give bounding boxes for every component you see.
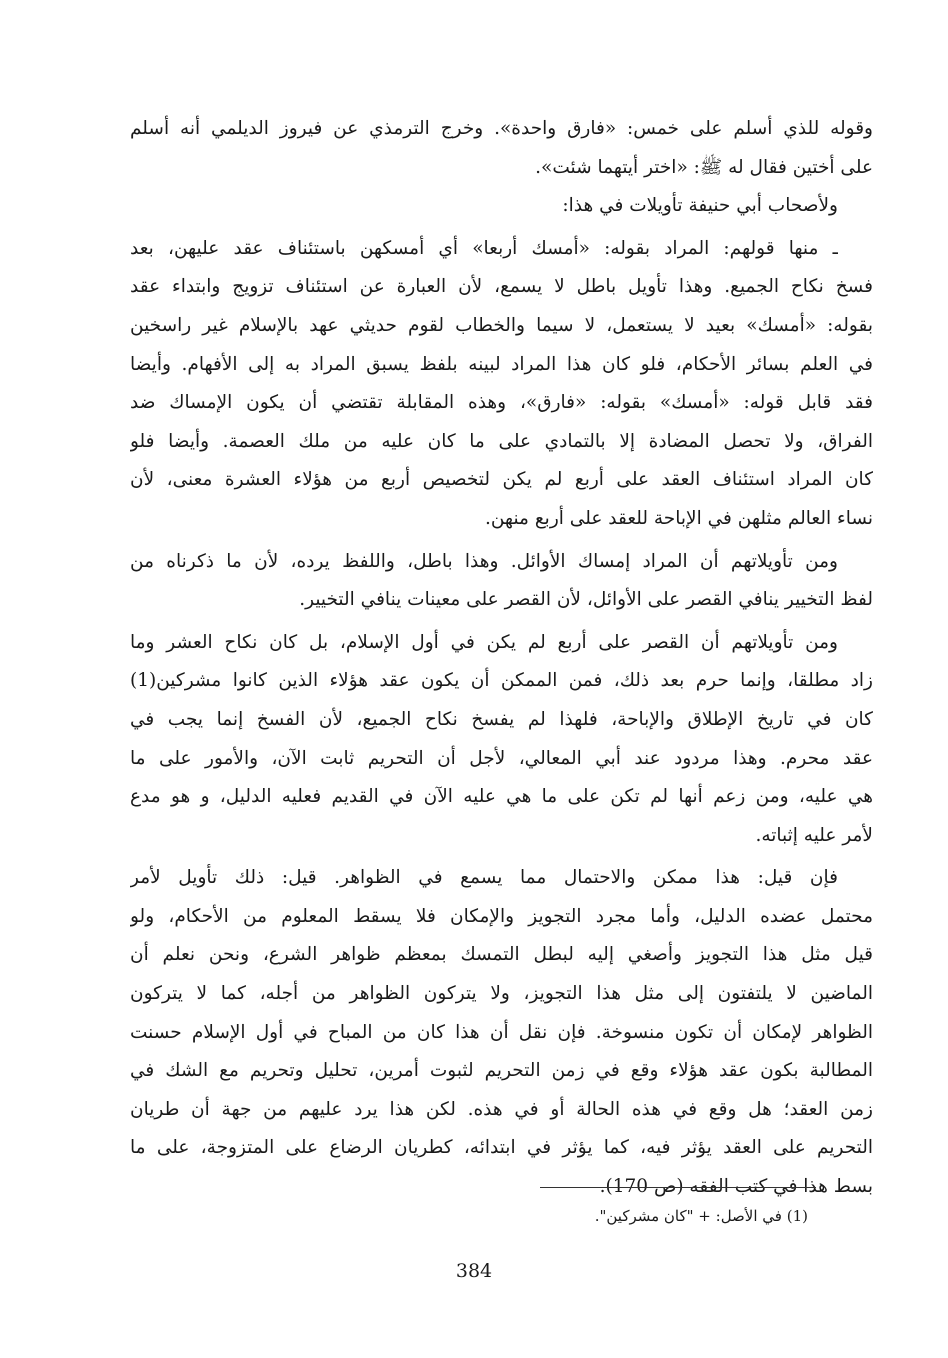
text-line: لأمر عليه إثباته.: [755, 824, 873, 846]
text-line: عقد محرم. وهذا مردود عند أبي المعالي، لأجل أن التحريم ثابت الآن، والأمور على ما: [130, 747, 873, 769]
footnote-separator: [540, 1187, 816, 1188]
text-line: بسط هذا في كتب الفقه (ص 170).: [599, 1176, 873, 1198]
text-line: لفظ التخيير ينافي القصر على الأوائل، لأن القصر على معينات ينافي التخيير.: [299, 589, 873, 611]
text-line: المطالبة بكون عقد هؤلاء وقع في زمن التحريم لثبوت أمرين، تحليل وتحريم مع الشك في: [130, 1060, 873, 1082]
body-text: [0, 110, 948, 1207]
text-line: الفراق، ولا تحصل المضادة إلا بالتمادي على ما كان عليه من ملك العصمة. وأيضا فلو: [130, 430, 873, 452]
text-line: كان المراد استئناف العقد على أربع لم يكن لتخصيص أربع من هؤلاء العشرة معنى، لأن: [130, 469, 873, 491]
text-line: فقد قابل قوله: «أمسك» بقوله: «فارق»، وهذه المقابلة تقتضي أن يكون الإمساك ضد: [130, 392, 873, 414]
text-line: ـ منها قولهم: المراد بقوله: «أمسك أربعا» أي أمسكهن باستئناف عقد عليهن، بعد: [130, 237, 838, 259]
text-line: نساء العالم مثلهن في الإباحة للعقد على أربع منهن.: [484, 507, 873, 529]
text-line: التحريم على العقد يؤثر فيه، كما يؤثر في ابتدائه، كطريان الرضاع على المتزوجة، على ما: [130, 1137, 873, 1159]
footnote: (1) في الأصل: + "كان مشركين".: [594, 1207, 808, 1225]
text-line: بقوله: «أمسك» بعيد لا يستعمل، لا سيما والخطاب لقوم حديثي عهد بالإسلام غير راسخين: [130, 314, 873, 336]
text-line: هي عليه، ومن زعم أنها لم تكن على ما هي عليه الآن في القديم فعليه الدليل، و هو مدع: [130, 786, 873, 808]
text-line: وقوله للذي أسلم على خمس: «فارق واحدة». وخرج الترمذي عن فيروز الديلمي أنه أسلم: [130, 118, 873, 139]
text-line: زاد مطلقا، وإنما حرم بعد ذلك، فمن الممكن أن يكون عقد هؤلاء الذين كانوا مشركين(1): [130, 670, 873, 692]
text-line: فإن قيل: هذا ممكن والاحتمال مما يسمع في الظواهر. قيل: ذلك تأويل لأمر: [130, 867, 838, 889]
page-number: 384: [455, 1260, 493, 1282]
text-line: في العلم بسائر الأحكام، فلو كان هذا المراد لبينه بلفظ يسبق المراد به إلى الأفهام. وأيضا: [130, 353, 873, 375]
text-line: ومن تأويلاتهم أن المراد إمساك الأوائل. وهذا باطل، واللفظ يرده، لأن ما ذكرناه من: [130, 550, 838, 572]
text-line: كان في تاريخ الإطلاق والإباحة، فلهذا لم يفسخ نكاح الجميع، لأن الفسخ إنما يجب في: [130, 708, 873, 730]
text-line: قيل مثل هذا التجويز وأصغي إليه لبطل التمسك بمعظم ظواهر الشرع، ونحن نعلم أن: [130, 944, 873, 966]
text-line: الظواهر لإمكان أن تكون منسوخة. فإن نقل أن هذا كان من المباح في أول الإسلام حسنت: [130, 1021, 873, 1043]
text-line: ولأصحاب أبي حنيفة تأويلات في هذا:: [562, 195, 838, 217]
text-line: محتمل عضده الدليل، وأما مجرد التجويز والإمكان فلا يسقط المعلوم من الأحكام، ولو: [130, 905, 873, 927]
text-line: فسخ نكاح الجميع. وهذا تأويل باطل لا يسمع، لأن العبارة عن استئناف تزويج وابتداء عقد: [130, 276, 873, 298]
text-line: على أختين فقال له ﷺ: «اختر أيتهما شئت».: [535, 156, 873, 178]
text-line: زمن العقد؛ هل وقع في هذه الحالة أو في هذه. لكن هذا يرد عليهم من جهة أن طريان: [130, 1098, 873, 1120]
text-line: ومن تأويلاتهم أن القصر على أربع لم يكن في أول الإسلام، بل كان نكاح العشر وما: [130, 631, 838, 653]
text-line: الماضين لا يلتفتون إلى مثل هذا التجويز، ولا يتركون الظواهر من أجله، كما لا يتركون: [130, 983, 873, 1005]
